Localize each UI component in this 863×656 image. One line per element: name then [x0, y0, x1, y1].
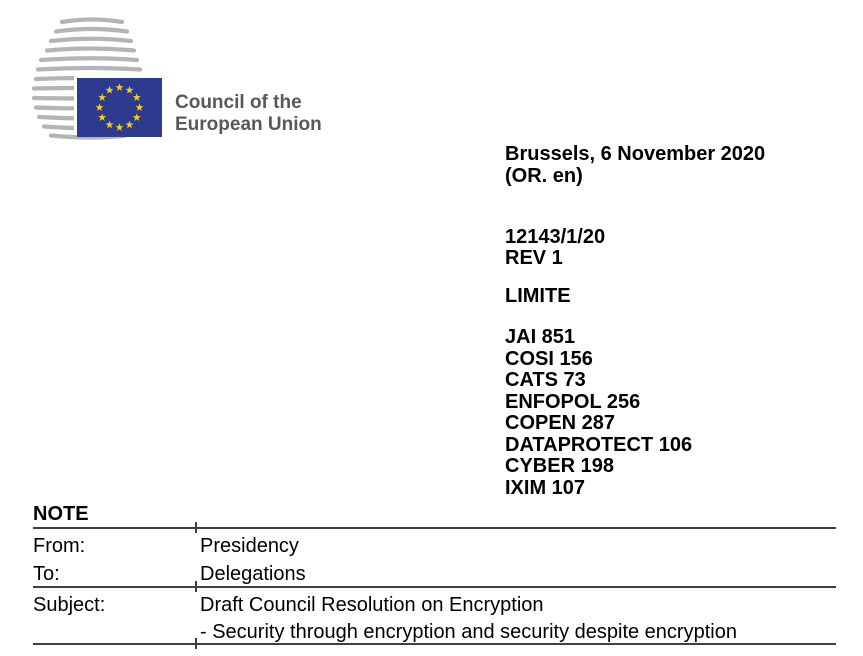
doc-revision: REV 1 — [505, 247, 563, 269]
place-date: Brussels, 6 November 2020 — [505, 143, 766, 165]
table-rule-bottom — [33, 643, 836, 645]
doc-code: DATAPROTECT 106 — [505, 433, 693, 456]
doc-code: ENFOPOL 256 — [505, 390, 641, 413]
eu-flag-icon — [77, 78, 162, 137]
table-rule-top — [33, 527, 836, 529]
doc-code: COPEN 287 — [505, 412, 616, 434]
doc-codes-list — [505, 327, 692, 499]
doc-number: 12143/1/20 — [505, 226, 606, 248]
note-heading: NOTE — [33, 503, 89, 525]
to-value: Delegations — [200, 563, 306, 585]
org-name-line1: Council of the — [175, 92, 302, 113]
from-label: From: — [33, 535, 86, 557]
table-rule-middle — [33, 586, 836, 588]
table-column-tick — [195, 522, 197, 533]
doc-code: COSI 156 — [505, 347, 593, 370]
doc-code: JAI 851 — [505, 326, 576, 348]
to-label: To: — [33, 563, 60, 585]
doc-code: CYBER 198 — [505, 455, 614, 477]
org-name — [175, 92, 322, 136]
subject-line1: Draft Council Resolution on Encryption — [200, 594, 544, 616]
classification-marking: LIMITE — [505, 285, 571, 307]
subject-line2: - Security through encryption and security despite encryption — [200, 621, 737, 643]
table-column-tick — [195, 638, 197, 649]
org-name-line2: European Union — [175, 114, 322, 135]
language-marker: (OR. en) — [505, 165, 583, 187]
from-value: Presidency — [200, 535, 299, 557]
doc-code: IXIM 107 — [505, 476, 586, 499]
doc-code: CATS 73 — [505, 369, 586, 391]
table-column-tick — [195, 581, 197, 592]
subject-label: Subject: — [33, 594, 106, 616]
